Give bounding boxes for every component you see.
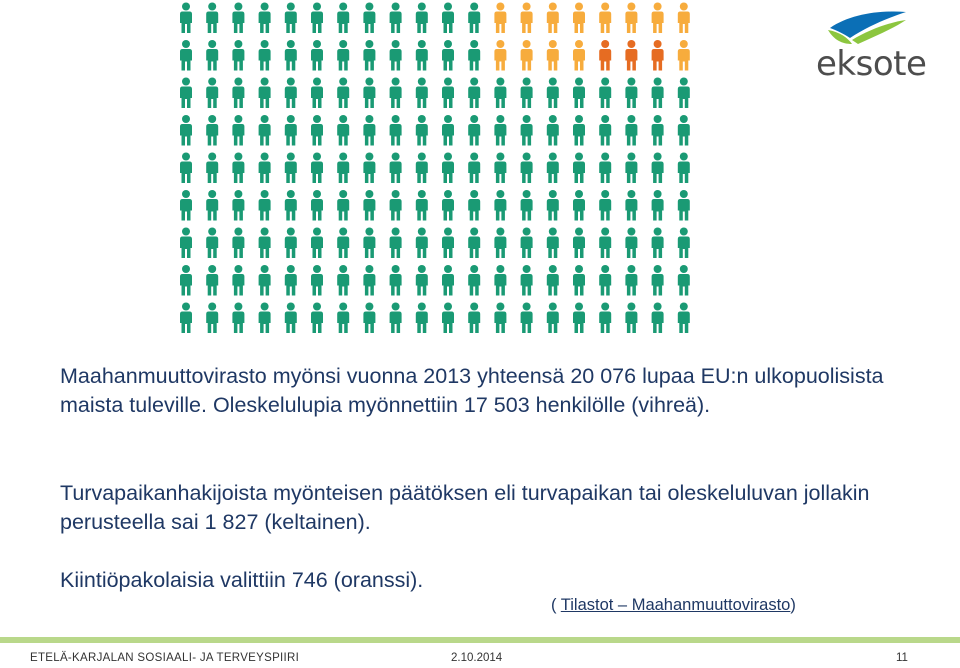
person-icon	[599, 190, 611, 221]
person-icon	[416, 40, 428, 71]
person-icon	[547, 190, 559, 221]
person-icon	[573, 190, 585, 221]
person-icon	[652, 115, 664, 146]
person-icon	[206, 3, 218, 34]
person-icon	[337, 3, 349, 34]
person-icon	[285, 153, 297, 184]
person-icon	[547, 153, 559, 184]
person-icon	[363, 265, 375, 296]
person-icon	[547, 78, 559, 109]
person-icon	[232, 40, 244, 71]
person-icon	[442, 3, 454, 34]
person-icon	[206, 303, 218, 334]
footer-band	[0, 637, 960, 643]
person-icon	[678, 78, 690, 109]
person-icon	[599, 3, 611, 34]
person-icon	[390, 40, 402, 71]
person-icon	[390, 115, 402, 146]
person-icon	[206, 78, 218, 109]
logo-wordmark: eksote	[816, 44, 927, 84]
person-icon	[206, 115, 218, 146]
person-icon	[494, 3, 506, 34]
person-icon	[547, 3, 559, 34]
eksote-logo	[810, 8, 930, 86]
source-close-paren: )	[790, 596, 796, 614]
person-icon	[180, 153, 192, 184]
person-icon	[311, 303, 323, 334]
person-icon	[337, 265, 349, 296]
person-icon	[363, 78, 375, 109]
person-icon	[363, 303, 375, 334]
person-icon	[390, 78, 402, 109]
person-icon	[442, 303, 454, 334]
person-icon	[599, 40, 611, 71]
person-icon	[206, 190, 218, 221]
person-icon	[547, 265, 559, 296]
person-icon	[442, 265, 454, 296]
person-icon	[363, 190, 375, 221]
person-icon	[363, 153, 375, 184]
person-icon	[337, 115, 349, 146]
person-icon	[547, 228, 559, 259]
person-icon	[625, 190, 637, 221]
person-icon	[521, 115, 533, 146]
person-icon	[599, 228, 611, 259]
person-icon	[232, 228, 244, 259]
person-icon	[652, 190, 664, 221]
person-icon	[337, 153, 349, 184]
person-icon	[468, 40, 480, 71]
person-icon	[416, 190, 428, 221]
paragraph-asylum: Turvapaikanhakijoista myönteisen päätöksen eli turvapaikan tai oleskeluluvan jollakin perusteella sai 1 827 (keltainen).	[60, 481, 870, 534]
person-icon	[206, 40, 218, 71]
person-icon	[494, 190, 506, 221]
person-icon	[494, 228, 506, 259]
person-icon	[573, 78, 585, 109]
person-icon	[390, 265, 402, 296]
person-icon	[285, 115, 297, 146]
person-icon	[259, 265, 271, 296]
person-icon	[311, 265, 323, 296]
person-icon	[311, 40, 323, 71]
person-icon	[494, 153, 506, 184]
person-icon	[468, 303, 480, 334]
person-icon	[180, 78, 192, 109]
person-icon	[416, 265, 428, 296]
person-icon	[573, 228, 585, 259]
person-icon	[547, 303, 559, 334]
person-icon	[599, 265, 611, 296]
person-icon	[180, 303, 192, 334]
person-icon	[311, 190, 323, 221]
person-icon	[416, 3, 428, 34]
person-icon	[390, 153, 402, 184]
person-icon	[232, 78, 244, 109]
source-open-paren: (	[551, 596, 561, 614]
person-icon	[599, 153, 611, 184]
person-icon	[337, 78, 349, 109]
person-icon	[442, 78, 454, 109]
person-icon	[573, 115, 585, 146]
person-icon	[232, 303, 244, 334]
person-icon	[678, 303, 690, 334]
person-icon	[599, 78, 611, 109]
person-icon	[285, 3, 297, 34]
person-icon	[311, 3, 323, 34]
person-icon	[363, 115, 375, 146]
person-icon	[363, 40, 375, 71]
source-citation	[551, 596, 796, 615]
person-icon	[180, 3, 192, 34]
person-icon	[442, 153, 454, 184]
footer-organization: ETELÄ-KARJALAN SOSIAALI- JA TERVEYSPIIRI	[30, 652, 300, 664]
person-icon	[652, 265, 664, 296]
person-icon	[311, 115, 323, 146]
person-icon	[259, 153, 271, 184]
person-icon	[442, 40, 454, 71]
person-icon	[311, 78, 323, 109]
person-icon	[416, 78, 428, 109]
person-icon	[521, 265, 533, 296]
person-icon	[652, 40, 664, 71]
person-icon	[180, 190, 192, 221]
person-icon	[573, 265, 585, 296]
person-icon	[232, 3, 244, 34]
people-infographic	[174, 0, 700, 336]
person-icon	[521, 40, 533, 71]
person-icon	[285, 190, 297, 221]
person-icon	[521, 303, 533, 334]
person-icon	[416, 228, 428, 259]
person-icon	[259, 115, 271, 146]
person-icon	[625, 3, 637, 34]
person-icon	[206, 265, 218, 296]
person-icon	[625, 303, 637, 334]
person-icon	[678, 115, 690, 146]
person-icon	[652, 153, 664, 184]
person-icon	[363, 3, 375, 34]
logo-leaf-icon	[810, 8, 930, 48]
person-icon	[337, 303, 349, 334]
paragraph-permits: Maahanmuuttovirasto myönsi vuonna 2013 yhteensä 20 076 lupaa EU:n ulkopuolisista maista tuleville. Oleskelulupia myönnettiin 17 503 henkilölle (vihreä).	[60, 364, 884, 417]
person-icon	[678, 3, 690, 34]
person-icon	[232, 190, 244, 221]
person-icon	[285, 265, 297, 296]
person-icon	[311, 153, 323, 184]
person-icon	[573, 153, 585, 184]
person-icon	[468, 78, 480, 109]
person-icon	[337, 190, 349, 221]
person-icon	[494, 78, 506, 109]
person-icon	[521, 3, 533, 34]
person-icon	[232, 265, 244, 296]
person-icon	[259, 78, 271, 109]
person-icon	[259, 40, 271, 71]
person-icon	[521, 228, 533, 259]
person-icon	[494, 265, 506, 296]
person-icon	[521, 78, 533, 109]
person-icon	[652, 3, 664, 34]
person-icon	[259, 303, 271, 334]
person-icon	[259, 190, 271, 221]
person-icon	[494, 40, 506, 71]
person-icon	[442, 115, 454, 146]
person-icon	[521, 190, 533, 221]
person-icon	[363, 228, 375, 259]
person-icon	[652, 228, 664, 259]
person-icon	[311, 228, 323, 259]
source-link[interactable]: Tilastot – Maahanmuuttovirasto	[560, 596, 791, 614]
person-icon	[678, 190, 690, 221]
person-icon	[468, 153, 480, 184]
person-icon	[285, 228, 297, 259]
person-icon	[625, 153, 637, 184]
person-icon	[625, 78, 637, 109]
person-icon	[468, 265, 480, 296]
person-icon	[259, 228, 271, 259]
person-icon	[337, 40, 349, 71]
footer-date: 2.10.2014	[451, 652, 503, 664]
person-icon	[547, 40, 559, 71]
person-icon	[285, 78, 297, 109]
person-icon	[259, 3, 271, 34]
person-icon	[494, 303, 506, 334]
person-icon	[652, 78, 664, 109]
person-icon	[599, 115, 611, 146]
person-icon	[180, 115, 192, 146]
person-icon	[652, 303, 664, 334]
person-icon	[521, 153, 533, 184]
person-icon	[468, 228, 480, 259]
person-icon	[180, 265, 192, 296]
person-icon	[416, 153, 428, 184]
person-icon	[625, 115, 637, 146]
person-icon	[678, 228, 690, 259]
person-icon	[625, 265, 637, 296]
person-icon	[625, 228, 637, 259]
person-icon	[390, 228, 402, 259]
person-icon	[599, 303, 611, 334]
person-icon	[180, 228, 192, 259]
person-icon	[442, 228, 454, 259]
person-icon	[232, 153, 244, 184]
person-icon	[390, 303, 402, 334]
person-icon	[180, 40, 192, 71]
person-icon	[494, 115, 506, 146]
person-icon	[678, 40, 690, 71]
paragraph-quota-refugees: Kiintiöpakolaisia valittiin 746 (oranssi).	[60, 568, 424, 592]
person-icon	[678, 265, 690, 296]
person-icon	[206, 228, 218, 259]
person-icon	[625, 40, 637, 71]
person-icon	[442, 190, 454, 221]
footer-page-number: 11	[896, 652, 908, 664]
person-icon	[468, 115, 480, 146]
person-icon	[390, 190, 402, 221]
person-icon	[573, 40, 585, 71]
person-icon	[573, 3, 585, 34]
person-icon	[468, 3, 480, 34]
person-icon	[285, 40, 297, 71]
person-icon	[206, 153, 218, 184]
person-icon	[468, 190, 480, 221]
person-icon	[232, 115, 244, 146]
person-icon	[337, 228, 349, 259]
person-icon	[416, 303, 428, 334]
person-icon	[416, 115, 428, 146]
person-icon	[285, 303, 297, 334]
person-icon	[678, 153, 690, 184]
person-icon	[547, 115, 559, 146]
person-icon	[390, 3, 402, 34]
person-icon	[573, 303, 585, 334]
